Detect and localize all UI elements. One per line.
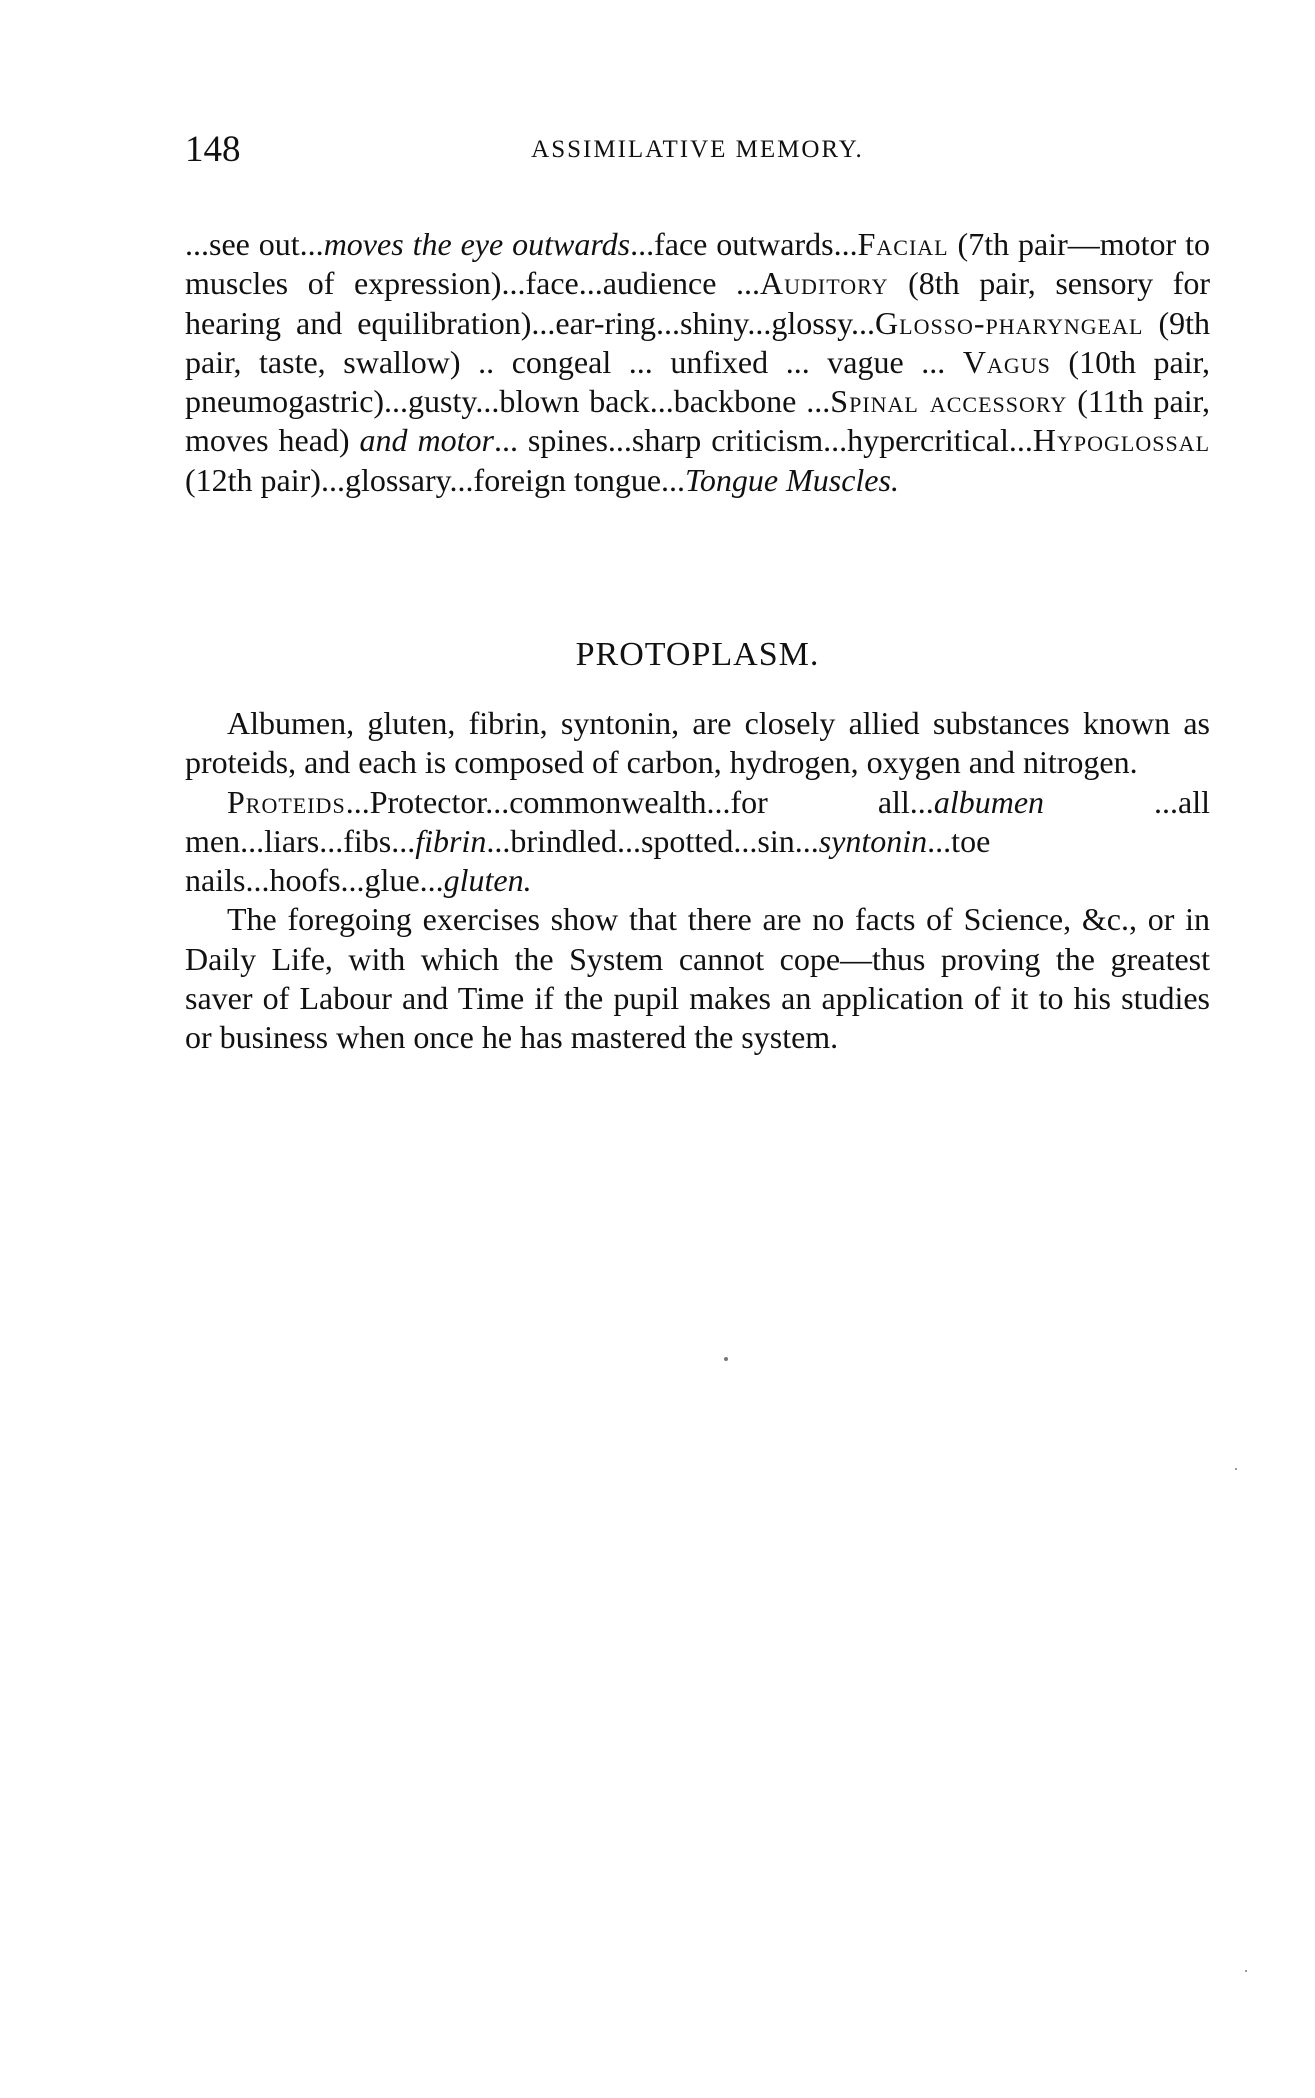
text-run: ...face outwards...	[630, 226, 858, 262]
text-run: (12th pair)...glossary...foreign tongue...	[185, 461, 686, 498]
text-run: (8th pair, sensory for hearing and equilibration)...ear-ring...shiny...glossy...	[185, 265, 1211, 341]
text-run: (11th pair, moves head)	[185, 383, 1211, 459]
italic-run: and motor	[359, 422, 494, 459]
italic-run: gluten.	[443, 862, 532, 899]
nerve-name-auditory: Auditory	[760, 265, 889, 302]
text-run: ...see out...	[185, 226, 324, 262]
nerve-name-facial: Facial	[857, 226, 949, 262]
print-speck	[1245, 1970, 1247, 1972]
proteids-intro-paragraph: Albumen, gluten, fibrin, syntonin, are closely allied substances known as proteids, and each is composed of carbon, hydrogen, oxygen and nitrogen.	[185, 705, 1210, 781]
text-run: ...toe nails...hoofs...glue...	[185, 822, 991, 899]
italic-run: moves the eye outwards	[323, 226, 631, 262]
text-run: (7th pair—motor to muscles of expression)...face...audience ...	[185, 226, 1211, 302]
running-title: ASSIMILATIVE MEMORY.	[531, 136, 864, 163]
nerve-name-hypoglossal: Hypoglossal	[1032, 422, 1211, 459]
italic-run: albumen	[933, 783, 1045, 820]
running-head	[185, 128, 1210, 178]
section-heading: PROTOPLASM.	[575, 636, 820, 673]
protoplasm-block	[185, 704, 1210, 1058]
cranial-nerves-block	[185, 225, 1210, 500]
text-run: (9th pair, taste, swallow) .. congeal ... unfixed ... vague ...	[185, 304, 1211, 380]
italic-run: syntonin	[818, 822, 928, 859]
italic-run: fibrin	[415, 822, 487, 859]
text-run: ...brindled...spotted...sin...	[486, 822, 819, 859]
page-number: 148	[185, 129, 241, 170]
print-speck	[1235, 1468, 1237, 1470]
nerve-name-glosso-pharyngeal: Glosso-pharyngeal	[875, 304, 1144, 341]
cranial-nerves-paragraph	[185, 225, 1210, 500]
text-run: ...all men...liars...fibs...	[185, 783, 1211, 859]
nerve-name-vagus: Vagus	[962, 343, 1051, 380]
text-run: ...Protector...commonwealth...for all...	[345, 783, 934, 820]
italic-run: Tongue Muscles.	[685, 461, 899, 498]
nerve-name-spinal-accessory: Spinal accessory	[830, 383, 1068, 420]
proteids-memory-paragraph	[185, 783, 1210, 901]
print-speck	[724, 1357, 728, 1361]
closing-paragraph: The foregoing exercises show that there are no facts of Science, &c., or in Daily Life, with which the System cannot cope—thus proving the greatest saver of Labour and Time if the pupil makes an application of it to his studies or business when once he has mastered the system.	[185, 901, 1210, 1056]
keyword-proteids: Proteids	[227, 783, 346, 820]
text-run: (10th pair, pneumogastric)...gusty...blown back...backbone ...	[185, 343, 1211, 420]
text-run: ... spines...sharp criticism...hypercritical...	[493, 422, 1033, 459]
